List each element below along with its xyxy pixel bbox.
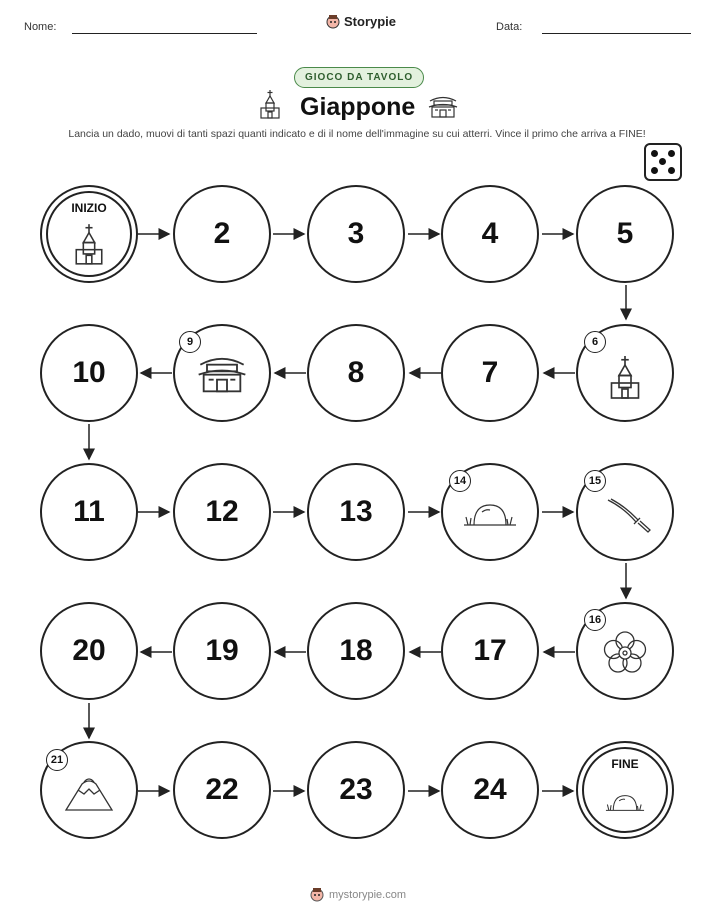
space-24[interactable]: [441, 741, 539, 839]
space-number: 24: [473, 773, 507, 806]
church-icon: [72, 222, 106, 266]
space-18[interactable]: [307, 602, 405, 700]
space-number: 10: [72, 356, 106, 389]
space-5[interactable]: [576, 185, 674, 283]
space-19[interactable]: [173, 602, 271, 700]
hot-spring-icon: [603, 789, 647, 817]
footer-url[interactable]: mystorypie.com: [329, 888, 407, 901]
space-4[interactable]: [441, 185, 539, 283]
space-number: 18: [339, 634, 373, 667]
space-7[interactable]: [441, 324, 539, 422]
space-number: 7: [481, 356, 499, 389]
space-3[interactable]: [307, 185, 405, 283]
space-number-tag: 21: [46, 749, 68, 771]
space-number: 2: [213, 217, 231, 250]
brand-name: Storypie: [344, 14, 397, 29]
space-17[interactable]: [441, 602, 539, 700]
space-number-tag: 9: [179, 331, 201, 353]
temple-icon: [197, 351, 247, 395]
space-number: 23: [339, 773, 373, 806]
space-23[interactable]: [307, 741, 405, 839]
space-start[interactable]: [40, 185, 138, 283]
instructions-text: Lancia un dado, muovi di tanti spazi quanti indicato e di il nome dell'immagine su cui atterri. Vince il primo che arriva a FINE!: [68, 128, 646, 140]
space-number: 19: [205, 634, 239, 667]
space-number: 12: [205, 495, 239, 528]
space-number-tag: 14: [449, 470, 471, 492]
space-13[interactable]: [307, 463, 405, 561]
mountain-icon: [64, 774, 114, 814]
space-number: 22: [205, 773, 239, 806]
church-icon: [607, 354, 643, 400]
category-badge: GIOCO DA TAVOLO: [294, 67, 424, 88]
page-title: Giappone: [300, 93, 416, 121]
space-number: 4: [481, 217, 499, 250]
space-number-tag: 6: [584, 331, 606, 353]
end-label: FINE: [611, 757, 639, 771]
storypie-mascot-icon: [310, 887, 324, 902]
flower-icon: [600, 628, 650, 678]
hot-spring-icon: [460, 497, 520, 533]
katana-icon: [604, 496, 654, 536]
space-number-tag: 15: [584, 470, 606, 492]
space-number: 8: [347, 356, 365, 389]
space-22[interactable]: [173, 741, 271, 839]
name-label: Nome:: [24, 21, 57, 33]
space-12[interactable]: [173, 463, 271, 561]
space-end[interactable]: [576, 741, 674, 839]
start-label: INIZIO: [71, 201, 107, 215]
space-number: 20: [72, 634, 106, 667]
date-label: Data:: [496, 21, 523, 33]
space-11[interactable]: [40, 463, 138, 561]
space-8[interactable]: [307, 324, 405, 422]
space-number: 17: [473, 634, 507, 667]
space-number: 11: [73, 495, 105, 528]
space-20[interactable]: [40, 602, 138, 700]
space-number: 13: [339, 495, 373, 528]
footer: [310, 887, 406, 902]
space-2[interactable]: [173, 185, 271, 283]
space-number-tag: 16: [584, 609, 606, 631]
space-10[interactable]: [40, 324, 138, 422]
space-number: 3: [347, 217, 365, 250]
space-number: 5: [616, 217, 634, 250]
